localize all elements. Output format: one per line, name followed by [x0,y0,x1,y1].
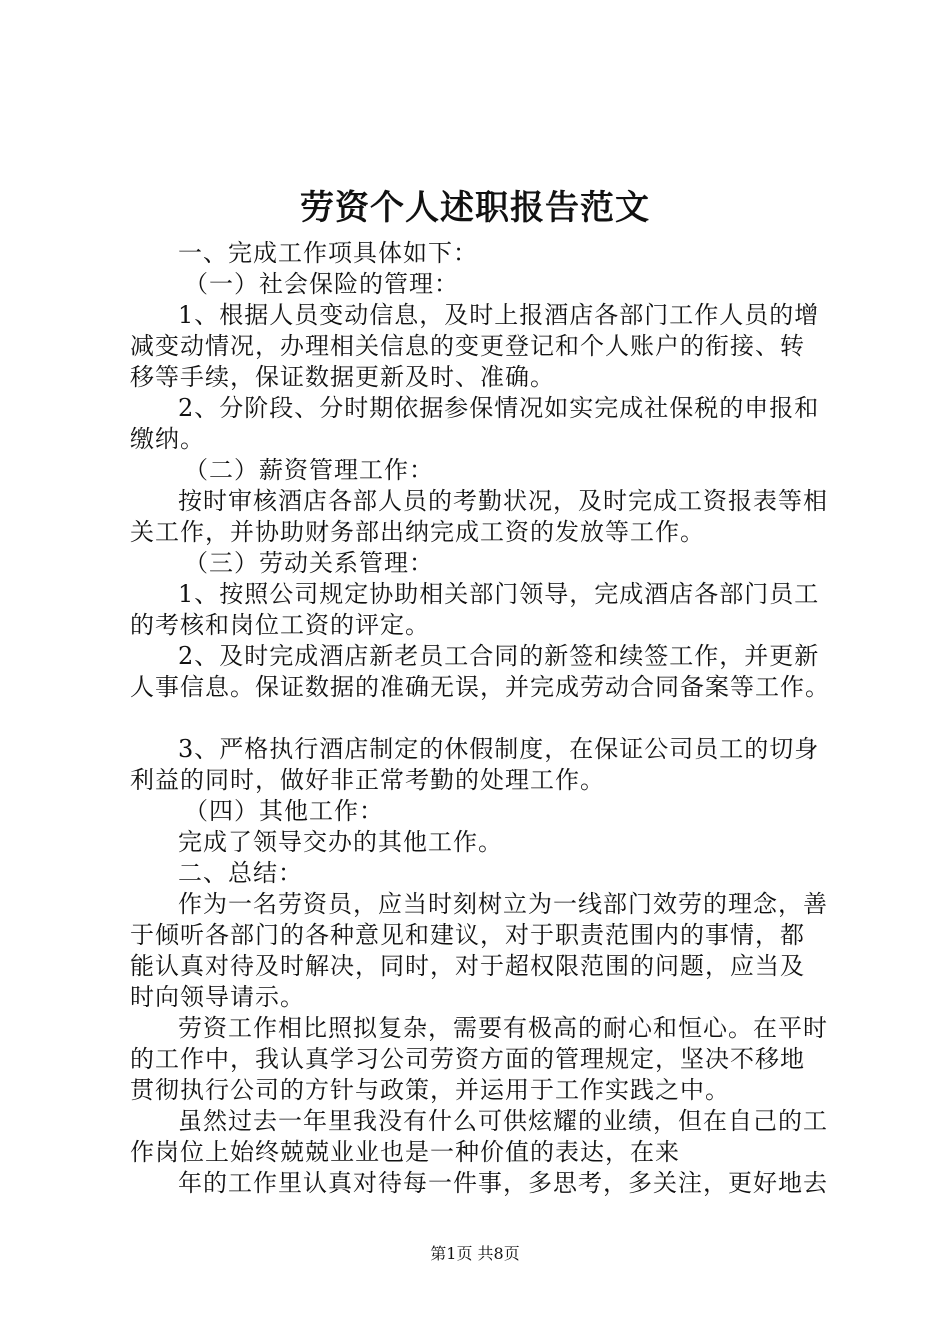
paragraph-line: 虽然过去一年里我没有什么可供炫耀的业绩，但在自己的工 [178,1107,828,1135]
paragraph-line: 作为一名劳资员，应当时刻树立为一线部门效劳的理念，善 [178,890,828,918]
paragraph-line: 1、根据人员变动信息，及时上报酒店各部门工作人员的增 [178,301,820,329]
paragraph-line: 按时审核酒店各部人员的考勤状况，及时完成工资报表等相 [178,487,828,515]
section-heading: 一、完成工作项具体如下： [178,239,478,267]
paragraph-line: 关工作，并协助财务部出纳完成工资的发放等工作。 [130,518,705,546]
document-body [130,238,840,1199]
paragraph-line: 于倾听各部门的各种意见和建议，对于职责范围内的事情，都 [130,921,805,949]
paragraph-line: 利益的同时，做好非正常考勤的处理工作。 [130,766,605,794]
paragraph-line: 3、严格执行酒店制定的休假制度，在保证公司员工的切身 [178,735,820,763]
paragraph-line: 能认真对待及时解决，同时，对于超权限范围的问题，应当及 [130,952,805,980]
paragraph-line: 作岗位上始终兢兢业业也是一种价值的表达，在来 [130,1138,680,1166]
paragraph-line: 的考核和岗位工资的评定。 [130,611,430,639]
paragraph-line: 完成了领导交办的其他工作。 [178,828,503,856]
paragraph-line: 2、分阶段、分时期依据参保情况如实完成社保税的申报和 [178,394,820,422]
paragraph-line: 时向领导请示。 [130,983,305,1011]
subsection-heading: （一）社会保险的管理： [184,270,459,298]
paragraph-line: 贯彻执行公司的方针与政策，并运用于工作实践之中。 [130,1076,730,1104]
blank-line [130,703,840,734]
paragraph-line: 的工作中，我认真学习公司劳资方面的管理规定，坚决不移地 [130,1045,805,1073]
paragraph-line: 减变动情况，办理相关信息的变更登记和个人账户的衔接、转 [130,332,805,360]
subsection-heading: （二）薪资管理工作： [184,456,434,484]
page-footer: 第1页 共8页 [430,1244,520,1263]
subsection-heading: （三）劳动关系管理： [184,549,434,577]
paragraph-line: 年的工作里认真对待每一件事，多思考，多关注，更好地去 [178,1169,828,1197]
subsection-heading: （四）其他工作： [184,797,384,825]
paragraph-line: 劳资工作相比照拟复杂，需要有极高的耐心和恒心。在平时 [178,1014,828,1042]
paragraph-line: 人事信息。保证数据的准确无误，并完成劳动合同备案等工作。 [130,673,830,701]
paragraph-line: 2、及时完成酒店新老员工合同的新签和续签工作，并更新 [178,642,820,670]
paragraph-line: 1、按照公司规定协助相关部门领导，完成酒店各部门员工 [178,580,820,608]
paragraph-line: 移等手续，保证数据更新及时、准确。 [130,363,555,391]
section-heading: 二、总结： [178,859,303,887]
paragraph-line: 缴纳。 [130,425,205,453]
document-title: 劳资个人述职报告范文 [300,188,650,228]
